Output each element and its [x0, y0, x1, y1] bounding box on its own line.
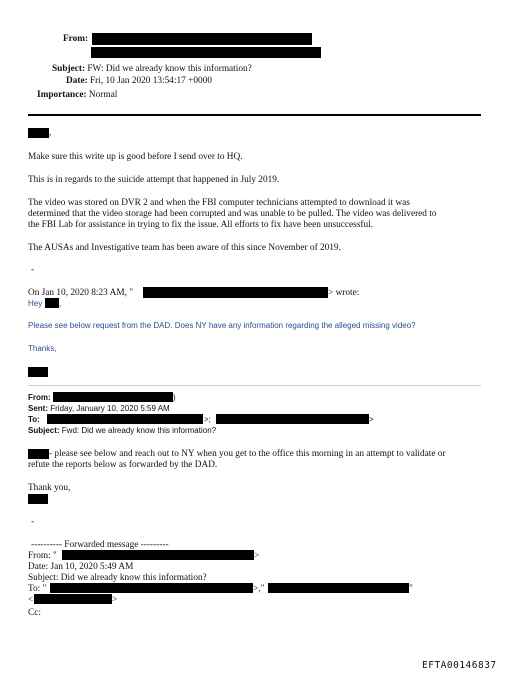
body-paragraph-3-line-3: the FBI Lab for assistance in trying to fix the issue. All efforts to fix have been unsuccessful. — [28, 220, 374, 230]
redaction-box — [50, 583, 253, 593]
redaction-box — [268, 583, 409, 593]
redaction-box — [53, 392, 173, 402]
header-importance-value: Normal — [88, 90, 118, 100]
forwarded-date: Date: Jan 10, 2020 5:49 AM — [28, 562, 134, 572]
header-subject-value: FW: Did we already know this information? — [87, 64, 252, 74]
greeting-comma: , — [49, 128, 52, 138]
redaction-box — [45, 298, 62, 308]
forwarded-cc: Cc: — [28, 608, 41, 618]
quoted-to-end: > — [369, 415, 374, 424]
redaction-box — [28, 494, 48, 504]
quoted-to-label: To: — [28, 415, 40, 424]
quoted-subject-label: Subject: — [28, 426, 60, 435]
quoted-from-suffix: ) — [173, 393, 176, 402]
body-paragraph-2: This is in regards to the suicide attempt that happened in July 2019. — [28, 175, 280, 185]
forwarded-subject: Subject: Did we already know this information? — [28, 573, 207, 583]
forwarded-to2-prefix: < — [28, 595, 34, 605]
body-paragraph-4: The AUSAs and Investigative team has been aware of this since November of 2019. — [28, 243, 341, 253]
redaction-box — [92, 33, 312, 45]
header-subject-label: Subject: — [52, 64, 86, 74]
quoted-subject-value: Fwd: Did we already know this information? — [61, 426, 217, 435]
forwarded-to-mid: >," — [253, 584, 265, 594]
redaction-box — [143, 287, 328, 298]
quoted2-dash: - — [31, 517, 35, 527]
quoted-greeting: Hey — [28, 299, 43, 308]
redaction-box — [28, 128, 52, 138]
header-subject — [52, 64, 252, 75]
reply-attribution-suffix: > wrote: — [328, 288, 360, 298]
forwarded-to-prefix: To: " — [28, 584, 47, 594]
quoted-paragraph-1: Please see below request from the DAD. Does NY have any information regarding the alleged missing video? — [28, 321, 416, 330]
bates-number: EFTA00146837 — [422, 660, 497, 671]
body-dash: - — [31, 265, 35, 275]
redaction-box — [216, 414, 369, 424]
body-paragraph-1: Make sure this write up is good before I send over to HQ. — [28, 152, 243, 162]
quoted-from-label: From: — [28, 393, 51, 402]
header-divider — [28, 114, 481, 116]
redaction-box — [28, 449, 49, 459]
forwarded-to-end: " — [409, 584, 413, 594]
header-importance — [37, 90, 117, 101]
quoted-greeting-comma: , — [59, 299, 62, 308]
forwarded-from-prefix: From: " — [28, 551, 57, 561]
header-date-value: Fri, 10 Jan 2020 13:54:17 +0000 — [90, 76, 212, 86]
header-date — [66, 76, 212, 87]
header-importance-label: Importance: — [37, 90, 87, 100]
forwarded-separator: ---------- Forwarded message --------- — [31, 540, 169, 550]
body-paragraph-3-line-1: The video was stored on DVR 2 and when the FBI computer technicians attempted to download it was — [28, 198, 410, 208]
quoted-subject — [28, 426, 216, 436]
header-from-label: From: — [63, 34, 89, 44]
forwarded-from-suffix: > — [254, 551, 260, 561]
quoted-divider — [28, 385, 481, 386]
redaction-box — [91, 47, 321, 58]
redaction-box — [28, 367, 48, 377]
reply-attribution-prefix: On Jan 10, 2020 8:23 AM, " — [28, 288, 134, 298]
forwarded-to2-suffix: > — [112, 595, 118, 605]
quoted2-paragraph-line-2: refute the reports below as forwarded by the DAD. — [28, 460, 218, 470]
quoted-sent — [28, 404, 170, 414]
quoted-sent-value: Friday, January 10, 2020 5:59 AM — [50, 404, 170, 413]
quoted2-paragraph-line-1: - please see below and reach out to NY when you get to the office this morning in an attempt to validate or — [49, 449, 446, 459]
quoted2-thank-you: Thank you, — [28, 483, 71, 493]
quoted-sent-label: Sent: — [28, 404, 48, 413]
redaction-box — [62, 550, 254, 560]
redaction-box — [47, 414, 203, 424]
quoted-thanks: Thanks, — [28, 344, 57, 353]
body-paragraph-3-line-2: determined that the video storage had been corrupted and was unable to be pulled. The video was delivered to — [28, 209, 437, 219]
redaction-box — [34, 594, 112, 604]
header-date-label: Date: — [66, 76, 88, 86]
quoted-to-separator: >; — [204, 415, 211, 424]
